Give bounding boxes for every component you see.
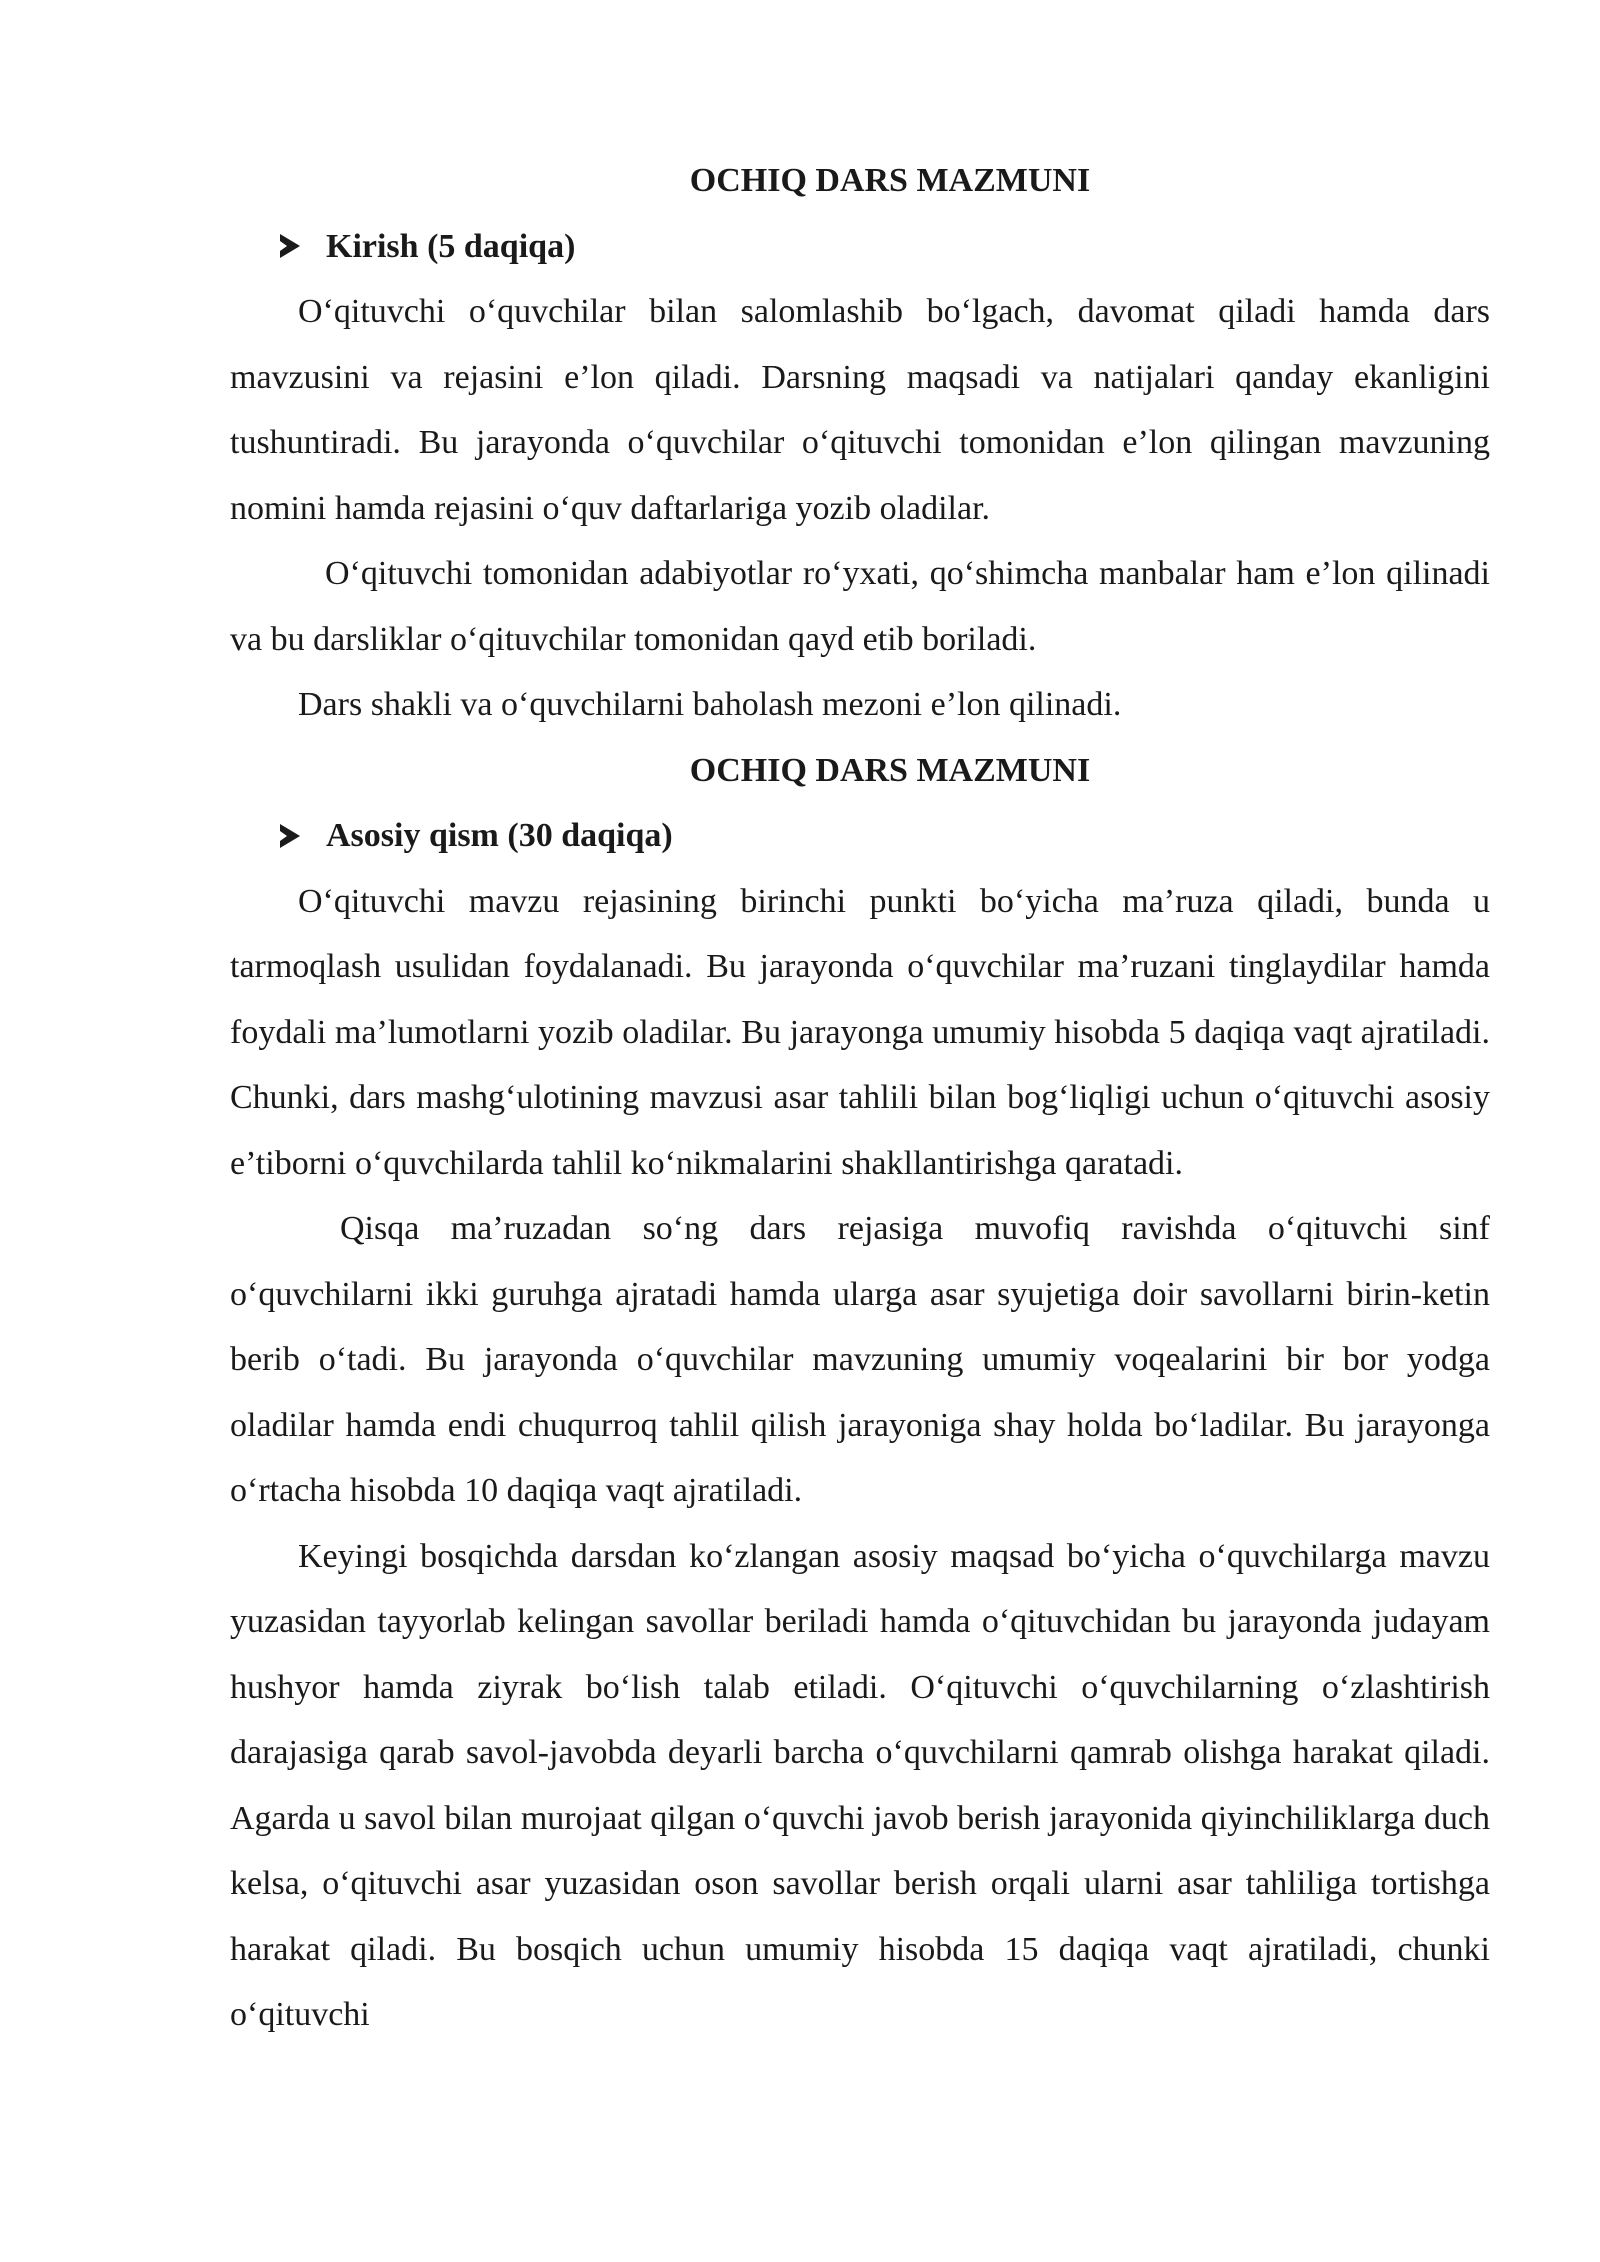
arrow-bullet-icon [280,824,300,848]
paragraph: Qisqa ma’ruzadan so‘ng dars rejasiga muvofiq ravishda o‘qituvchi sinf o‘quvchilarni ikki guruhga ajratadi hamda ularga asar syujetiga doir savollarni birin-ketin berib o‘tadi. Bu jarayonda o‘quvchilar mavzuning umumiy voqealarini bir bor yodga oladilar hamda endi chuqurroq tahlil qilish jarayoniga shay holda bo‘ladilar. Bu jarayonga o‘rtacha hisobda 10 daqiqa vaqt ajratiladi. [230,1210,1490,1509]
paragraph: O‘qituvchi tomonidan adabiyotlar ro‘yxati, qo‘shimcha manbalar ham e’lon qilinadi va bu darsliklar o‘qituvchilar tomonidan qayd etib boriladi. [230,555,1490,658]
paragraph: Keyingi bosqichda darsdan ko‘zlangan asosiy maqsad bo‘yicha o‘quvchilarga mavzu yuzasidan tayyorlab kelingan savollar beriladi hamda o‘qituvchidan bu jarayonda judayam hushyor hamda ziyrak bo‘lish talab etiladi. O‘qituvchi o‘quvchilarning o‘zlashtirish darajasiga qarab savol-javobda deyarli barcha o‘quvchilarni qamrab olishga harakat qiladi. Agarda u savol bilan murojaat qilgan o‘quvchi javob berish jarayonida qiyinchiliklarga duch kelsa, o‘qituvchi asar yuzasidan oson savollar berish orqali ularni asar tahliliga tortishga harakat qiladi. Bu bosqich uchun umumiy hisobda 15 daqiqa vaqt ajratiladi, chunki o‘qituvchi [230,1537,1490,2033]
paragraph: O‘qituvchi o‘quvchilar bilan salomlashib bo‘lgach, davomat qiladi hamda dars mavzusini va rejasini e’lon qiladi. Darsning maqsadi va natijalari qanday ekanligini tushuntiradi. Bu jarayonda o‘quvchilar o‘qituvchi tomonidan e’lon qilingan mavzuning nomini hamda rejasini o‘quv daftarlariga yozib oladilar. [230,293,1490,527]
section-heading-label: Kirish (5 daqiqa) [326,227,576,265]
paragraph: O‘qituvchi mavzu rejasining birinchi punkti bo‘yicha ma’ruza qiladi, bunda u tarmoqlash usulidan foydalanadi. Bu jarayonda o‘quvchilar ma’ruzani tinglaydilar hamda foydali ma’lumotlarni yozib oladilar. Bu jarayonga umumiy hisobda 5 daqiqa vaqt ajratiladi. Chunki, dars mashg‘ulotining mavzusi asar tahlili bilan bog‘liqligi uchun o‘qituvchi asosiy e’tiborni o‘quvchilarda tahlil ko‘nikmalarini shakllantirishga qaratadi. [230,882,1490,1182]
section-heading-asosiy-qism [230,803,1490,869]
arrow-bullet-icon [280,234,300,258]
page-title: OCHIQ DARS MAZMUNI [689,162,1091,199]
section-title: OCHIQ DARS MAZMUNI [689,751,1091,789]
section-heading-kirish [230,214,1490,280]
section-heading-label: Asosiy qism (30 daqiqa) [326,817,673,854]
paragraph: Dars shakli va o‘quvchilarni baholash mezoni e’lon qilinadi. [298,686,1122,723]
document-body [230,148,1490,2048]
